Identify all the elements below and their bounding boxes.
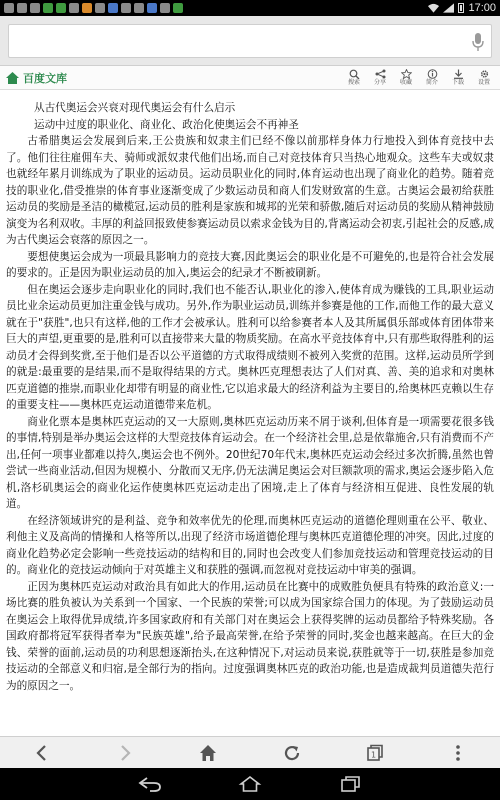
- tabs-icon: [366, 744, 384, 762]
- home-button[interactable]: [193, 740, 223, 766]
- app-notification-icon: [56, 3, 66, 13]
- app-notification-icon: [160, 3, 170, 13]
- back-button[interactable]: [27, 740, 57, 766]
- app-notification-icon: [69, 3, 79, 13]
- paragraph: 要想使奥运会成为一项最具影响力的竞技大赛,因此奥运会的职业化是不可避免的,也是符合社会发展的要求的。正是因为职业运动员的加入,奥运会的纪录才不断被刷新。: [6, 250, 494, 279]
- info-button[interactable]: [422, 69, 442, 86]
- doc-toolbar: [344, 69, 494, 86]
- paragraph: 商业化票本是奥林匹克运动的又一大原则,奥林匹克运动历来不屑于谈利,但体育是一项需要花很多钱的事情,特别是举办奥运会这样的大型竞技体育运动会。在一个经济社会里,总是依靠施舍,只有消费而不产出,任何一项事业都难以持久,奥运会也不例外。20世纪70年代末,奥林匹克运动会经过多次折腾,虽然也曾尝试一些商业活动,但因为规模小、分散而又无序,仍无法满足奥运会对巨额款项的需求,奥运会逐步陷入危机,洛杉矶奥运会的商业化运作使奥林匹克运动走出了困境,走上了体育与经济相互促进、良性发展的轨道。: [6, 415, 494, 510]
- app-notification-icon: [4, 3, 14, 13]
- tool-label: 收藏: [399, 79, 412, 86]
- more-icon: [449, 744, 467, 762]
- signal-icon: [443, 3, 454, 13]
- settings-button[interactable]: [474, 69, 494, 86]
- system-back-button[interactable]: [135, 773, 165, 795]
- clock: 17:00: [468, 2, 496, 14]
- browser-toolbar: [0, 16, 500, 66]
- status-bar: [0, 0, 500, 16]
- forward-icon: [116, 744, 134, 762]
- notification-icons: [4, 3, 183, 13]
- back-icon: [33, 744, 51, 762]
- paragraph: 古希腊奥运会发展到后来,王公贵族和奴隶主们已经不像以前那样身体力行地投入到体育竞技中去了。他们往往雇佣车夫、骑师或派奴隶代他们出场,而自己对竞技体育只当热心地观众。这些车夫或奴隶也就经年累月训练成为了职业的运动员。运动员职业化的同时,体育运动也出现了商业化的趋势。随着竞技的职业化,借受推崇的体育事业逐渐变成了少数运动员和商人们发财致富的生意。古奥运会最初给获胜运动员的奖励是圣洁的橄榄冠,运动员的胜利是家族和城邦的光荣和骄傲,随后对运动员的奖励从精神鼓励演变为名利双收。丰厚的利益回报致使参赛运动员以索求金钱为目的,背离运动会初衷,引起社会的反感,成为古代奥运会衰落的原因之一。: [6, 135, 494, 246]
- document-body: [6, 100, 494, 733]
- system-recent-apps-button[interactable]: [335, 773, 365, 795]
- share-button[interactable]: [370, 69, 390, 86]
- wifi-icon: [428, 3, 439, 13]
- app-notification-icon: [82, 3, 92, 13]
- system-home-button[interactable]: [235, 773, 265, 795]
- gear-icon: [479, 69, 490, 79]
- app-notification-icon: [147, 3, 157, 13]
- paragraph: 正因为奥林匹克运动对政治具有如此大的作用,运动员在比赛中的成败胜负便具有特殊的政治意义:一场比赛的胜负被认为关系到一个国家、一个民族的荣誉;可以成为国家综合国力的体现。为了鼓励运动员在奥运会上取得优异成绩,许多国家政府和有关部门对在奥运会上获得奖牌的运动员都给予特殊奖励。各国政府都将冠军获得者奉为"民族英雄",给予最高荣誉,在给予荣誉的同时,奖金也越来越高。在巨大的金钱、荣誉的面前,运动员的功利思想逐渐抬头,在这种情况下,对运动员来说,获胜就等于一切,获胜是参加竞技运动的全部意义和归宿,是全部行为的指向。过度强调奥林匹克的政治功能,也是造成裁判员道德失范行为的原因之一。: [6, 580, 494, 692]
- tabs-button[interactable]: [360, 740, 390, 766]
- tool-label: 分享: [373, 79, 386, 86]
- doc-heading: 从古代奥运会兴衰对现代奥运会有什么启示: [34, 102, 236, 114]
- app-notification-icon: [43, 3, 53, 13]
- tool-label: 设置: [477, 79, 490, 86]
- refresh-icon: [283, 744, 301, 762]
- app-notification-icon: [30, 3, 40, 13]
- app-notification-icon: [173, 3, 183, 13]
- app-notification-icon: [108, 3, 118, 13]
- battery-icon: [458, 3, 464, 13]
- app-notification-icon: [134, 3, 144, 13]
- brand-title[interactable]: 百度文库: [23, 71, 67, 85]
- recent-apps-icon: [338, 776, 362, 792]
- paragraph: 但在奥运会逐步走向职业化的同时,我们也不能否认,职业化的渗入,使体育成为赚钱的工具,职业运动员比业余运动员更加注重金钱与成功。另外,作为职业运动员,训练并参赛是他的工作,而他工作的最大意义就在于"获胜",也只有这样,他的工作才会被承认。胜利可以给参赛者本人及其所属俱乐部或体育团体带来巨大的声望,更重要的是,胜利可以直接带来大量的物质奖励。在高水平竞技体育中,只有那些取得胜利的运动员才会得到奖赏,至于他们是否以公平道德的方式取得成绩则不被列入奖赏的范围。这样,运动员所学到的就是:最重要的是结果,而不是取得结果的方式。奥林匹克理想表达了人们对真、善、美的追求和对奥林匹克道德的推崇,而职业化却带有明显的商业性,它以追求最大的经济利益为主要目的,给奥林匹克赖以生存的重要支柱——奥林匹克运动道德带来危机。: [6, 283, 494, 411]
- star-icon: [401, 69, 412, 79]
- svg-text:1: 1: [370, 750, 377, 759]
- doc-subheading: 运动中过度的职业化、商业化、政治化使奥运会不再神圣: [34, 118, 299, 131]
- more-button[interactable]: [443, 740, 473, 766]
- home-icon: [238, 776, 262, 792]
- address-input[interactable]: [9, 25, 491, 57]
- info-icon: [427, 69, 438, 79]
- browser-bottom-nav: [0, 736, 500, 768]
- home-icon: [199, 744, 217, 762]
- back-icon: [138, 776, 162, 792]
- forward-button[interactable]: [110, 740, 140, 766]
- wenku-header: [0, 66, 500, 90]
- download-button[interactable]: [448, 69, 468, 86]
- system-nav-bar: [0, 768, 500, 800]
- refresh-button[interactable]: [277, 740, 307, 766]
- app-notification-icon: [121, 3, 131, 13]
- share-icon: [375, 69, 386, 79]
- favorite-button[interactable]: [396, 69, 416, 86]
- tool-label: 下载: [451, 79, 464, 86]
- app-notification-icon: [95, 3, 105, 13]
- tool-label: 搜索: [347, 79, 360, 86]
- microphone-icon[interactable]: [471, 32, 485, 52]
- search-button[interactable]: [344, 69, 364, 86]
- home-icon[interactable]: [6, 72, 19, 84]
- app-notification-icon: [17, 3, 27, 13]
- search-icon: [349, 69, 360, 79]
- address-bar[interactable]: [8, 24, 492, 58]
- tool-label: 简介: [425, 79, 438, 86]
- paragraph: 在经济领域讲究的是利益、竞争和效率优先的伦理,而奥林匹克运动的道德伦理则重在公平、敬业、利他主义及高尚的情操和人格等所以,出现了经济市场道德伦理与奥林匹克道德伦理的冲突。因此,过度的商业化趋势必定会影响一些竞技运动的结构和目的,同时也会改变人们参加竞技运动和管理竞技运动的目的。商业化的竞技运动倾向于对英雄主义和获胜的强调,而忽视对竞技运动中审美的强调。: [6, 514, 494, 576]
- download-icon: [453, 69, 464, 79]
